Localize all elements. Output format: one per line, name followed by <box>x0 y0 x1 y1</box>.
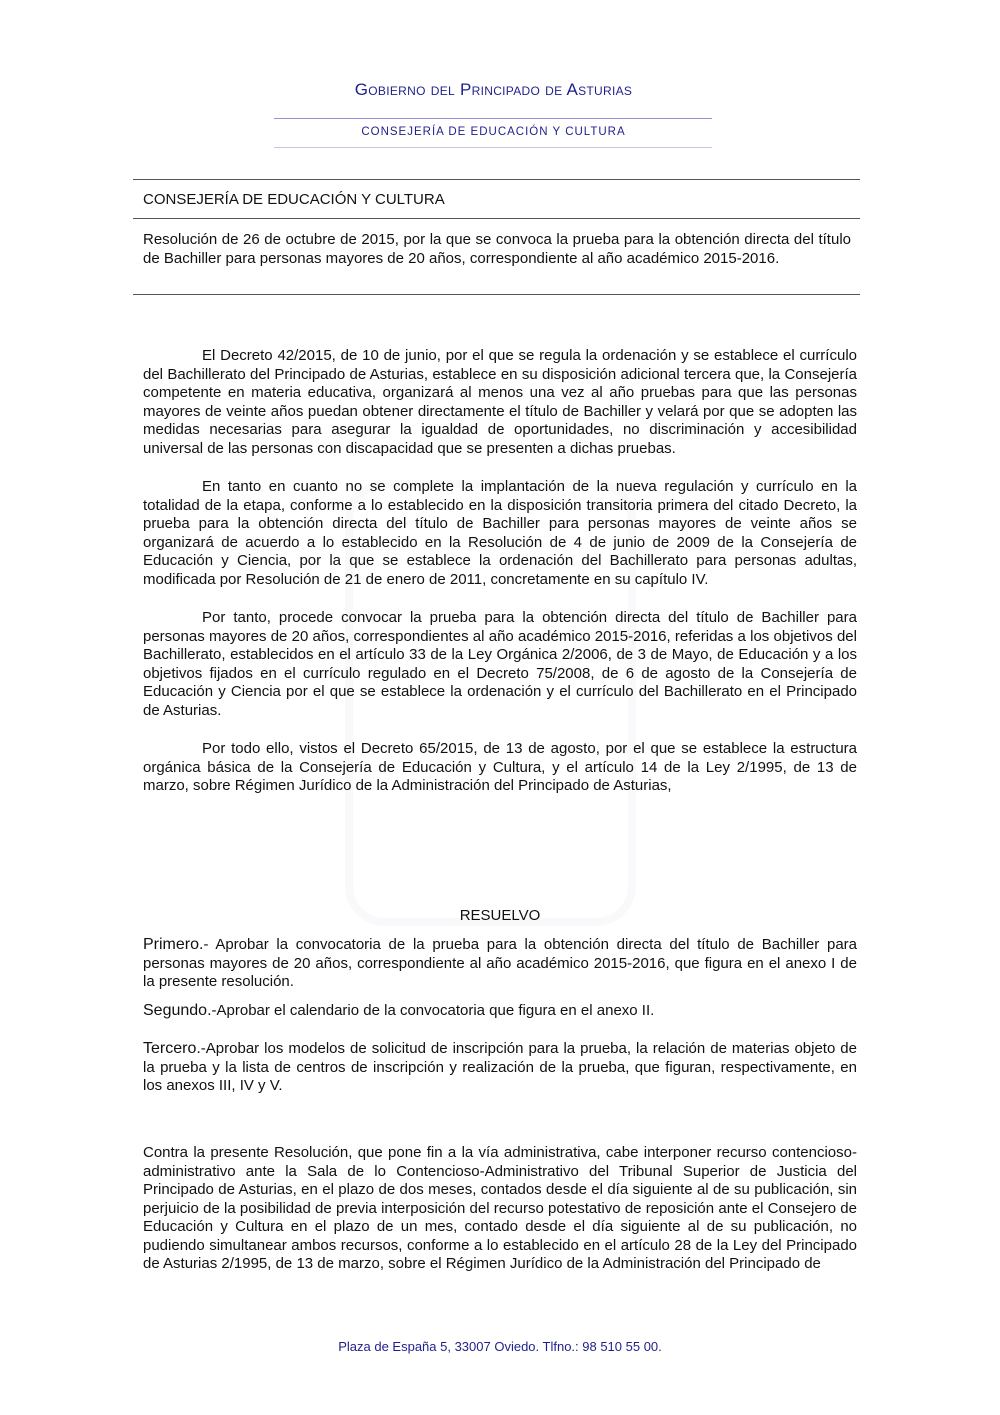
article-primero <box>143 936 857 992</box>
article-label: Primero. <box>143 936 204 953</box>
paragraph: Por todo ello, vistos el Decreto 65/2015, de 13 de agosto, por el que se establece la estructura orgánica básica de la Consejería de Educación y Cultura, y el artículo 14 de la Ley 2/1995, de 13 de marzo, sobre Régimen Jurídico de la Administración del Principado de Asturias, <box>143 740 857 794</box>
header-divider <box>274 147 712 148</box>
department-subtitle: CONSEJERÍA DE EDUCACIÓN Y CULTURA <box>361 126 626 138</box>
paragraph: El Decreto 42/2015, de 10 de junio, por el que se regula la ordenación y se establece el currículo del Bachillerato del Principado de Asturias, establece en su disposición adicional tercera que, la Consejería competente en materia educativa, organizará al menos una vez al año pruebas para que las personas mayores de veinte años puedan obtener directamente el título de Bachiller y velará por que se adopten las medidas necesarias para asegurar la igualdad de oportunidades, no discriminación y accesibilidad universal de las personas con discapacidad que se presenten a dichas pruebas. <box>143 347 857 457</box>
header-divider <box>274 118 712 119</box>
divider <box>133 179 860 180</box>
article-label: Tercero. <box>143 1040 201 1057</box>
article-text: -Aprobar los modelos de solicitud de inscripción para la prueba, la relación de materias objeto de la prueba y la lista de centros de inscripción y realización de la prueba, que figuran, respectivamente, en los anexos III, IV y V. <box>143 1040 857 1094</box>
preamble <box>143 347 857 796</box>
article-text: -Aprobar el calendario de la convocatoria que figura en el anexo II. <box>211 1001 655 1019</box>
appeal-paragraph: Contra la presente Resolución, que pone fin a la vía administrativa, cabe interponer recurso contencioso-administrativo ante la Sala de lo Contencioso-Administrativo del Tribunal Superior de Justicia del Principado de Asturias, en el plazo de dos meses, contados desde el día siguiente al de su publicación, sin perjuicio de la posibilidad de previa interposición del recurso potestativo de reposición ante el Consejero de Educación y Cultura en el plazo de un mes, contado desde el día siguiente al de su publicación, no pudiendo simultanear ambos recursos, conforme a lo establecido en el artículo 28 de la Ley del Principado de Asturias 2/1995, de 13 de marzo, sobre el Régimen Jurídico de la Administración del Principado de <box>143 1144 857 1272</box>
divider <box>133 218 860 219</box>
footer-address: Plaza de España 5, 33007 Oviedo. Tlfno.: 98 510 55 00. <box>338 1339 662 1354</box>
resuelvo-heading: RESUELVO <box>459 907 541 924</box>
government-title: Gobierno del Principado de Asturias <box>354 80 633 99</box>
article-segundo <box>143 1002 857 1021</box>
resolution-title: Resolución de 26 de octubre de 2015, por la que se convoca la prueba para la obtención directa del título de Bachiller para personas mayores de 20 años, correspondiente al año académico 2015-2016. <box>143 231 851 267</box>
articles <box>143 936 857 1096</box>
article-text: - Aprobar la convocatoria de la prueba para la obtención directa del título de Bachiller para personas mayores de 20 años, correspondiente al año académico 2015-2016, que figura en el anexo I de la presente resolución. <box>143 936 857 990</box>
paragraph: En tanto en cuanto no se complete la implantación de la nueva regulación y currículo en la totalidad de la etapa, conforme a lo establecido en la disposición transitoria primera del citado Decreto, la prueba para la obtención directa del título de Bachiller para personas mayores de veinte años se organizará de acuerdo a lo establecido en la Resolución de 4 de junio de 2009 de la Consejería de Educación y Ciencia, por la que se establece la ordenación del Bachillerato para personas adultas, modificada por Resolución de 21 de enero de 2011, concretamente en su capítulo IV. <box>143 478 857 588</box>
paragraph: Por tanto, procede convocar la prueba para la obtención directa del título de Bachiller para personas mayores de 20 años, correspondientes al año académico 2015-2016, referidas a los objetivos del Bachillerato, establecidos en el artículo 33 de la Ley Orgánica 2/2006, de 3 de Mayo, de Educación y a los objetivos fijados en el currículo regulado en el Decreto 75/2008, de 6 de agosto de la Consejería de Educación y Ciencia por el que se establece la ordenación y el currículo del Bachillerato en el Principado de Asturias. <box>143 609 857 719</box>
article-tercero <box>143 1040 857 1096</box>
department-heading: CONSEJERÍA DE EDUCACIÓN Y CULTURA <box>143 191 445 208</box>
article-label: Segundo. <box>143 1001 212 1019</box>
divider <box>133 294 860 295</box>
